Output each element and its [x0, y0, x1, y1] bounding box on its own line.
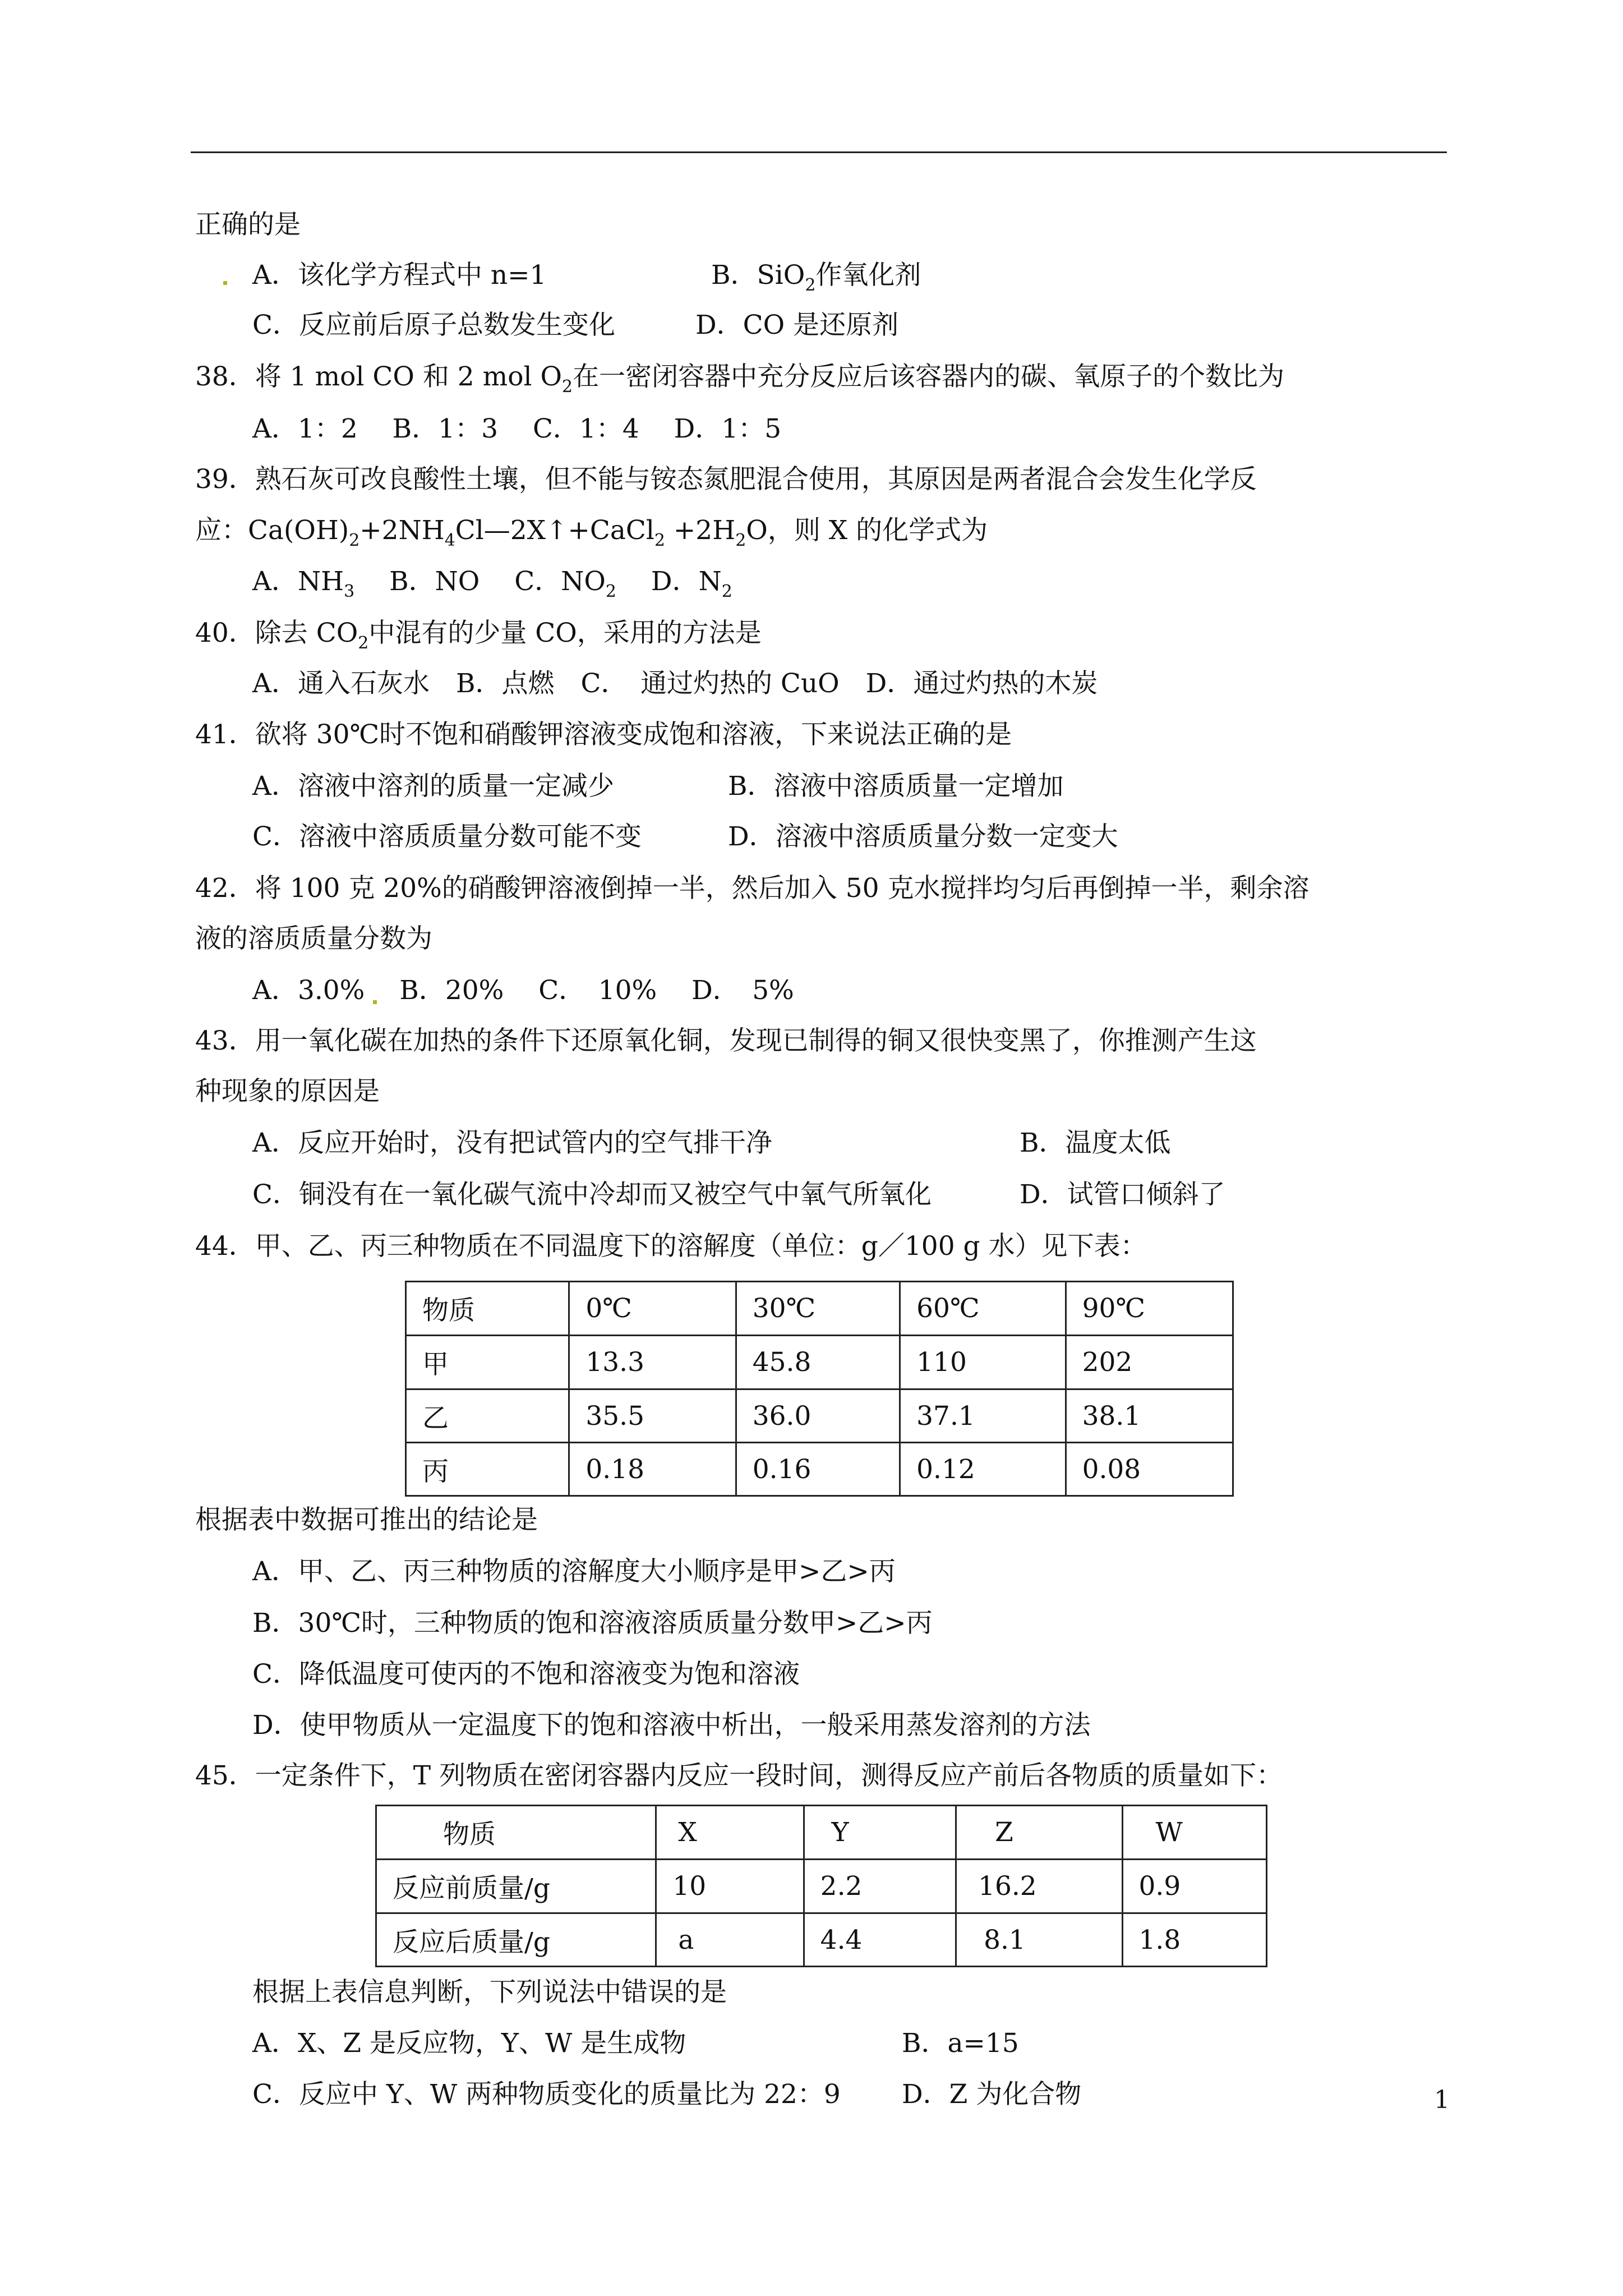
- table-cell: 0.18: [569, 1443, 736, 1496]
- option-d: D．使甲物质从一定温度下的饱和溶液中析出，一般采用蒸发溶剂的方法: [252, 1710, 1091, 1741]
- question-44: 44．甲、乙、丙三种物质在不同温度下的溶解度（单位：g／100 g 水）见下表：: [195, 1231, 1147, 1262]
- option-b: B．温度太低: [1020, 1128, 1171, 1158]
- table-cell: 10: [656, 1860, 804, 1913]
- table-row: [406, 1443, 1233, 1496]
- table-cell: 36.0: [736, 1389, 900, 1443]
- table-header-cell: Y: [804, 1806, 956, 1860]
- option-text: A．NH: [252, 566, 344, 597]
- subscript: 2: [721, 582, 732, 601]
- table-header-cell: X: [656, 1806, 804, 1860]
- subscript: 4: [444, 531, 455, 550]
- option-c: C．铜没有在一氧化碳气流中冷却而又被空气中氧气所氧化: [252, 1179, 932, 1210]
- table-row: [376, 1913, 1267, 1967]
- table-cell: 0.9: [1122, 1860, 1267, 1913]
- table-cell: a: [656, 1913, 804, 1967]
- question-43-line2: 种现象的原因是: [195, 1076, 380, 1107]
- question-40-text: 中混有的少量 CO，采用的方法是: [368, 618, 762, 648]
- table-header-cell: Z: [956, 1806, 1122, 1860]
- table-cell: 110: [900, 1336, 1066, 1389]
- header-rule: [191, 151, 1447, 153]
- table-cell: 0.16: [736, 1443, 900, 1496]
- equation-part: 应：Ca(OH): [195, 515, 349, 546]
- table-header-cell: 物质: [376, 1806, 656, 1860]
- subscript: 2: [654, 531, 665, 550]
- question-40-text: 40．除去 CO: [195, 618, 358, 648]
- question-38-options: A．1：2 B．1：3 C．1：4 D．1：5: [252, 413, 782, 444]
- question-39-line1: 39．熟石灰可改良酸性土壤，但不能与铵态氮肥混合使用，其原因是两者混合会发生化学反: [195, 464, 1257, 495]
- option-b-text: 作氧化剂: [815, 260, 921, 291]
- option-d: D．Z 为化合物: [902, 2079, 1082, 2110]
- option-a: A．X、Z 是反应物，Y、W 是生成物: [252, 2028, 686, 2059]
- continuation-text: 正确的是: [195, 209, 301, 240]
- table-cell: 0.08: [1066, 1443, 1233, 1496]
- subscript: 2: [805, 275, 816, 295]
- subscript: 2: [735, 531, 746, 550]
- table-cell: 16.2: [956, 1860, 1122, 1913]
- question-44-prompt: 根据表中数据可推出的结论是: [195, 1504, 538, 1535]
- option-c: C．降低温度可使丙的不饱和溶液变为饱和溶液: [252, 1659, 800, 1690]
- table-cell: 2.2: [804, 1860, 956, 1913]
- option-a: A．反应开始时，没有把试管内的空气排干净: [252, 1128, 772, 1158]
- table-row: [406, 1389, 1233, 1443]
- question-38-text: 38．将 1 mol CO 和 2 mol O: [195, 361, 562, 392]
- option-b-text: B．SiO: [711, 260, 805, 291]
- equation-part: +2H: [665, 515, 736, 546]
- option-text: D．N: [616, 566, 722, 597]
- table-cell: 37.1: [900, 1389, 1066, 1443]
- question-45: 45．一定条件下，T 列物质在密闭容器内反应一段时间，测得反应产前后各物质的质量如下：: [195, 1760, 1283, 1791]
- table-cell: 反应后质量/g: [376, 1913, 656, 1967]
- question-40-options: A．通入石灰水 B．点燃 C． 通过灼热的 CuO D．通过灼热的木炭: [252, 668, 1098, 699]
- option-b: B．a=15: [902, 2028, 1019, 2059]
- question-42-line1: 42．将 100 克 20%的硝酸钾溶液倒掉一半，然后加入 50 克水搅拌均匀后再倒掉一半，剩余溶: [195, 873, 1310, 904]
- option-a: A．甲、乙、丙三种物质的溶解度大小顺序是甲>乙>丙: [252, 1556, 896, 1587]
- question-42-line2: 液的溶质质量分数为: [195, 923, 432, 954]
- table-cell: 35.5: [569, 1389, 736, 1443]
- subscript: 2: [562, 377, 573, 397]
- solubility-table: [405, 1281, 1234, 1497]
- option-a: A．溶液中溶剂的质量一定减少: [252, 771, 614, 802]
- table-cell: 8.1: [956, 1913, 1122, 1967]
- table-cell: 202: [1066, 1336, 1233, 1389]
- table-row: [376, 1860, 1267, 1913]
- question-38: [195, 360, 1285, 397]
- option-c: C．反应前后原子总数发生变化: [252, 310, 615, 341]
- table-header-cell: 60℃: [900, 1282, 1066, 1336]
- mass-table: [375, 1805, 1267, 1967]
- table-cell: 4.4: [804, 1913, 956, 1967]
- question-41: 41．欲将 30℃时不饱和硝酸钾溶液变成饱和溶液，下来说法正确的是: [195, 719, 1012, 750]
- table-header-cell: 0℃: [569, 1282, 736, 1336]
- question-39-options: [252, 565, 732, 599]
- question-39-line2: [195, 514, 988, 550]
- table-header-cell: 90℃: [1066, 1282, 1233, 1336]
- question-45-prompt: 根据上表信息判断，下列说法中错误的是: [252, 1977, 727, 2008]
- option-b: B．30℃时，三种物质的饱和溶液溶质质量分数甲>乙>丙: [252, 1608, 933, 1639]
- equation-part: Cl—2X↑+CaCl: [455, 515, 654, 546]
- option-d: D．试管口倾斜了: [1020, 1179, 1225, 1210]
- option-b: B．溶液中溶质质量一定增加: [728, 771, 1064, 802]
- table-cell: 13.3: [569, 1336, 736, 1389]
- table-cell: 45.8: [736, 1336, 900, 1389]
- question-40: [195, 616, 762, 653]
- table-cell: 0.12: [900, 1443, 1066, 1496]
- option-c: C．反应中 Y、W 两种物质变化的质量比为 22：9: [252, 2079, 841, 2110]
- table-header-row: [406, 1282, 1233, 1336]
- option-b: [711, 259, 921, 295]
- table-cell: 38.1: [1066, 1389, 1233, 1443]
- table-header-row: [376, 1806, 1267, 1860]
- question-38-text: 在一密闭容器中充分反应后该容器内的碳、氧原子的个数比为: [573, 361, 1285, 392]
- scan-dot: [223, 281, 227, 285]
- table-cell: 1.8: [1122, 1913, 1267, 1967]
- table-cell: 丙: [406, 1443, 569, 1496]
- subscript: 3: [344, 582, 355, 601]
- page-number: 1: [1434, 2086, 1450, 2114]
- question-43-line1: 43．用一氧化碳在加热的条件下还原氧化铜，发现已制得的铜又很快变黑了，你推测产生这: [195, 1025, 1257, 1056]
- table-header-cell: 30℃: [736, 1282, 900, 1336]
- option-d: D．溶液中溶质质量分数一定变大: [728, 821, 1118, 852]
- option-d: D．CO 是还原剂: [695, 310, 899, 341]
- table-header-cell: W: [1122, 1806, 1267, 1860]
- subscript: 2: [358, 633, 369, 653]
- table-header-cell: 物质: [406, 1282, 569, 1336]
- option-c: C．溶液中溶质质量分数可能不变: [252, 821, 642, 852]
- table-row: [406, 1336, 1233, 1389]
- question-42-options: A．3.0% B．20% C． 10% D． 5%: [252, 975, 794, 1006]
- equation-part: +2NH: [359, 515, 445, 546]
- equation-part: O，则 X 的化学式为: [746, 515, 988, 546]
- option-text: B．NO C．NO: [354, 566, 606, 597]
- subscript: 2: [605, 582, 616, 601]
- subscript: 2: [349, 531, 360, 550]
- table-cell: 反应前质量/g: [376, 1860, 656, 1913]
- table-cell: 乙: [406, 1389, 569, 1443]
- option-a: A．该化学方程式中 n=1: [252, 260, 547, 291]
- table-cell: 甲: [406, 1336, 569, 1389]
